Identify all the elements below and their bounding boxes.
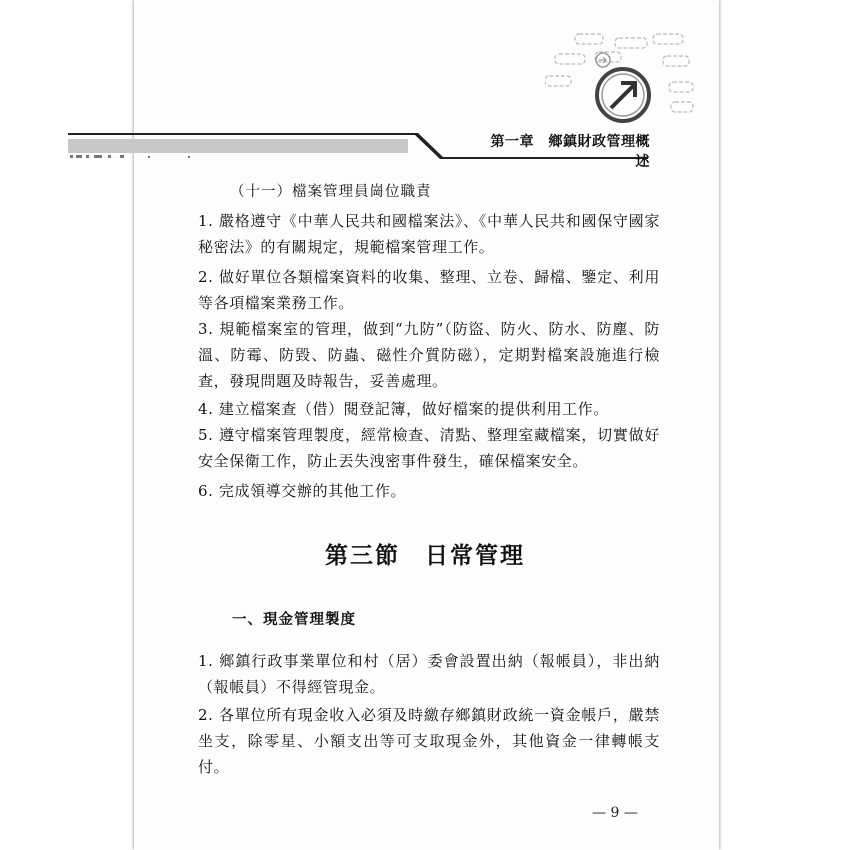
chapter-title: 第一章 鄉鎮財政管理概述 xyxy=(490,134,650,170)
section-heading: （十一）檔案管理員崗位職責 xyxy=(230,184,432,200)
arrow-circle-icon xyxy=(545,32,695,142)
section-title: 第三節 日常管理 xyxy=(325,543,525,569)
list-item: 4. 建立檔案查（借）閱登記簿，做好檔案的提供利用工作。 xyxy=(198,400,609,418)
list-item: 6. 完成領導交辦的其他工作。 xyxy=(198,482,407,500)
list-item: 1. 嚴格遵守《中華人民共和國檔案法》、《中華人民共和國保守國家秘密法》的有關規定，規範檔案管理工作。 xyxy=(198,212,660,256)
list-item: 5. 遵守檔案管理製度，經常檢查、清點、整理室藏檔案，切實做好安全保衛工作，防止丟失洩密事件發生，確保檔案安全。 xyxy=(198,426,660,470)
list-item: 1. 鄉鎮行政事業單位和村（居）委會設置出納（報帳員），非出納（報帳員）不得經管現金。 xyxy=(198,652,660,696)
list-item: 2. 做好單位各類檔案資料的收集、整理、立卷、歸檔、鑒定、利用等各項檔案業務工作。 xyxy=(198,268,660,312)
subsection-title: 一、現金管理製度 xyxy=(232,612,356,628)
list-item: 2. 各單位所有現金收入必須及時繳存鄉鎮財政統一資金帳戶，嚴禁坐支，除零星、小額支出等可支取現金外，其他資金一律轉帳支付。 xyxy=(198,706,660,776)
list-item: 3. 規範檔案室的管理，做到“九防”（防盜、防火、防水、防塵、防溫、防霉、防毀、防蟲、磁性介質防磁），定期對檔案設施進行檢查，發現問題及時報告，妥善處理。 xyxy=(198,320,660,390)
page-number: — 9 — xyxy=(592,805,638,821)
